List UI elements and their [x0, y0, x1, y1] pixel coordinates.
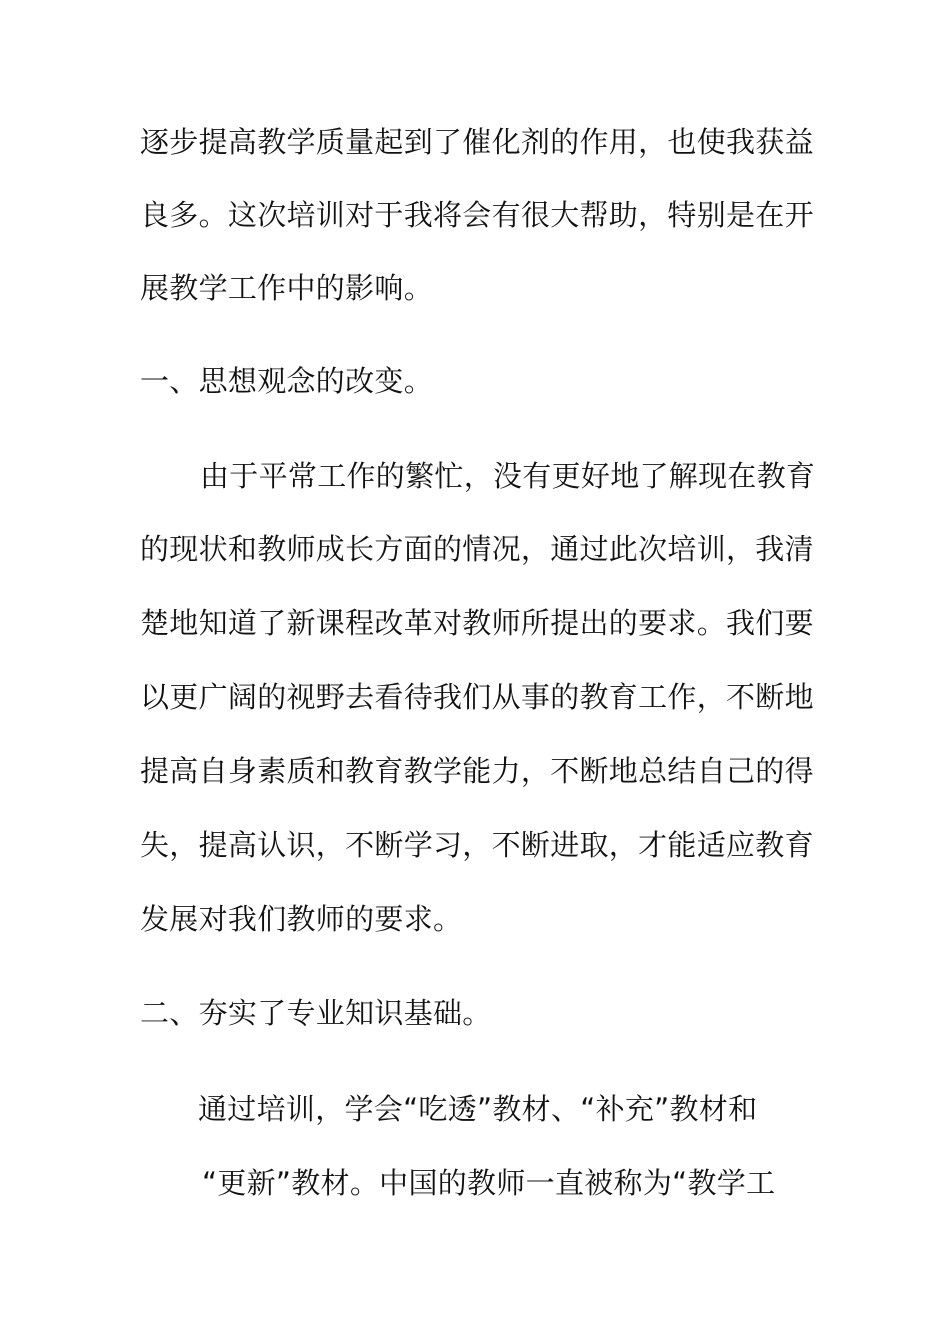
paragraph-line: 提高自身素质和教育教学能力，不断地总结自己的得 — [140, 754, 814, 788]
paragraph-line: 通过培训，学会“吃透”教材、“补充”教材和 — [198, 1092, 758, 1126]
paragraph-line: 逐步提高教学质量起到了催化剂的作用，也使我获益 — [140, 125, 814, 159]
paragraph-line: “更新”教材。中国的教师一直被称为“教学工 — [202, 1166, 776, 1200]
paragraph-line: 楚地知道了新课程改革对教师所提出的要求。我们要 — [140, 606, 814, 640]
paragraph-line: 的现状和教师成长方面的情况，通过此次培训，我清 — [140, 532, 814, 566]
paragraph-line: 以更广阔的视野去看待我们从事的教育工作，不断地 — [140, 680, 814, 714]
paragraph-line: 良多。这次培训对于我将会有很大帮助，特别是在开 — [140, 198, 814, 232]
paragraph-line: 失，提高认识，不断学习，不断进取，才能适应教育 — [140, 828, 814, 862]
section-heading: 一、思想观念的改变。 — [140, 364, 434, 398]
paragraph-line: 展教学工作中的影响。 — [140, 271, 434, 305]
paragraph-line: 发展对我们教师的要求。 — [140, 902, 463, 936]
section-heading: 二、夯实了专业知识基础。 — [140, 996, 492, 1030]
paragraph-line: 由于平常工作的繁忙，没有更好地了解现在教育 — [200, 459, 816, 493]
